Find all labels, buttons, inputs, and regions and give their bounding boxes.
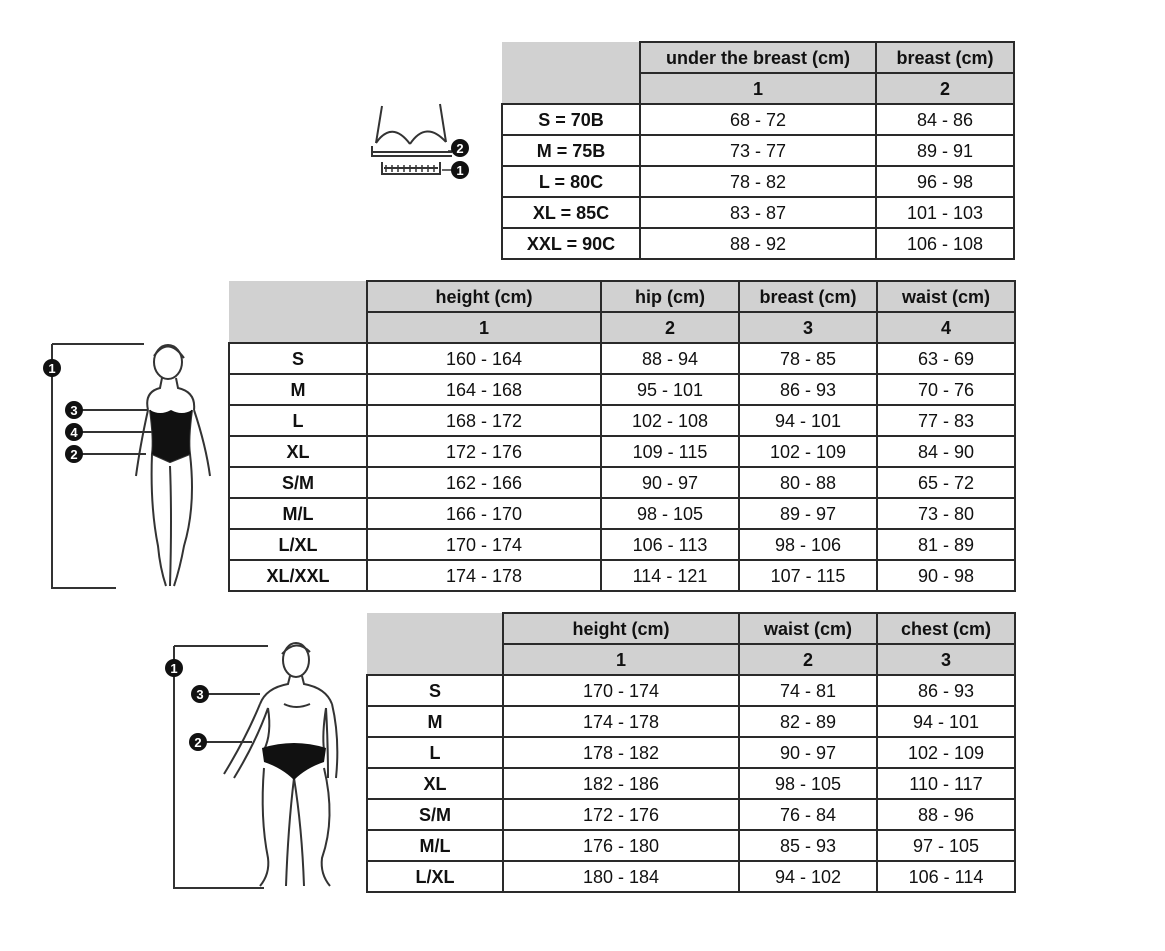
svg-text:3: 3	[196, 687, 204, 702]
lingerie-header-height: height (cm)	[367, 281, 601, 312]
table-cell: 98 - 105	[601, 498, 739, 529]
svg-text:1: 1	[48, 361, 56, 376]
table-row	[229, 467, 1015, 498]
table-cell: 180 - 184	[503, 861, 739, 892]
size-label: XL/XXL	[229, 560, 367, 591]
men-header-chest: chest (cm)	[877, 613, 1015, 644]
table-cell: 172 - 176	[367, 436, 601, 467]
lingerie-number-1: 1	[367, 312, 601, 343]
bra-corner-2	[502, 73, 640, 104]
bra-header-breast: breast (cm)	[876, 42, 1014, 73]
size-label: L	[367, 737, 503, 768]
table-cell: 81 - 89	[877, 529, 1015, 560]
table-row	[367, 861, 1015, 892]
size-label: M	[229, 374, 367, 405]
table-cell: 178 - 182	[503, 737, 739, 768]
svg-text:2: 2	[194, 735, 202, 750]
table-cell: 65 - 72	[877, 467, 1015, 498]
table-cell: 88 - 94	[601, 343, 739, 374]
size-label: XXL = 90C	[502, 228, 640, 259]
table-cell: 170 - 174	[367, 529, 601, 560]
table-cell: 164 - 168	[367, 374, 601, 405]
table-cell: 106 - 113	[601, 529, 739, 560]
size-label: S = 70B	[502, 104, 640, 135]
size-label: S/M	[367, 799, 503, 830]
bra-number-1: 1	[640, 73, 876, 104]
svg-text:2: 2	[70, 447, 78, 462]
table-row	[229, 405, 1015, 436]
table-cell: 84 - 90	[877, 436, 1015, 467]
table-cell: 114 - 121	[601, 560, 739, 591]
table-cell: 166 - 170	[367, 498, 601, 529]
table-cell: 170 - 174	[503, 675, 739, 706]
table-cell: 88 - 96	[877, 799, 1015, 830]
lingerie-header-hip: hip (cm)	[601, 281, 739, 312]
table-cell: 102 - 109	[739, 436, 877, 467]
table-cell: 89 - 91	[876, 135, 1014, 166]
table-cell: 174 - 178	[503, 706, 739, 737]
table-cell: 88 - 92	[640, 228, 876, 259]
lingerie-header-breast: breast (cm)	[739, 281, 877, 312]
table-cell: 172 - 176	[503, 799, 739, 830]
table-cell: 110 - 117	[877, 768, 1015, 799]
size-label: L/XL	[367, 861, 503, 892]
men-number-3: 3	[877, 644, 1015, 675]
size-label: M = 75B	[502, 135, 640, 166]
man-figure-icon	[160, 638, 350, 898]
bra-header-under-breast: under the breast (cm)	[640, 42, 876, 73]
table-row	[502, 135, 1014, 166]
lingerie-size-table	[228, 280, 1016, 592]
table-cell: 73 - 80	[877, 498, 1015, 529]
table-cell: 78 - 85	[739, 343, 877, 374]
bra-corner	[502, 42, 640, 73]
table-cell: 85 - 93	[739, 830, 877, 861]
table-row	[502, 197, 1014, 228]
table-cell: 90 - 97	[739, 737, 877, 768]
table-row	[229, 529, 1015, 560]
table-cell: 90 - 97	[601, 467, 739, 498]
table-cell: 78 - 82	[640, 166, 876, 197]
men-size-table	[366, 612, 1016, 893]
table-cell: 174 - 178	[367, 560, 601, 591]
table-cell: 95 - 101	[601, 374, 739, 405]
table-cell: 102 - 108	[601, 405, 739, 436]
size-label: L/XL	[229, 529, 367, 560]
table-cell: 168 - 172	[367, 405, 601, 436]
men-number-1: 1	[503, 644, 739, 675]
table-row	[367, 737, 1015, 768]
table-cell: 106 - 114	[877, 861, 1015, 892]
table-row	[367, 799, 1015, 830]
svg-text:2: 2	[456, 141, 464, 156]
men-corner-2	[367, 644, 503, 675]
table-cell: 74 - 81	[739, 675, 877, 706]
bra-header-row	[502, 42, 1014, 73]
table-row	[502, 228, 1014, 259]
table-cell: 73 - 77	[640, 135, 876, 166]
table-cell: 89 - 97	[739, 498, 877, 529]
table-cell: 102 - 109	[877, 737, 1015, 768]
table-cell: 94 - 101	[877, 706, 1015, 737]
lingerie-corner-2	[229, 312, 367, 343]
lingerie-number-3: 3	[739, 312, 877, 343]
table-cell: 84 - 86	[876, 104, 1014, 135]
size-label: M/L	[367, 830, 503, 861]
table-row	[229, 343, 1015, 374]
size-label: XL	[367, 768, 503, 799]
table-cell: 96 - 98	[876, 166, 1014, 197]
size-label: S	[367, 675, 503, 706]
men-number-row	[367, 644, 1015, 675]
men-corner	[367, 613, 503, 644]
table-cell: 160 - 164	[367, 343, 601, 374]
size-label: L	[229, 405, 367, 436]
men-header-row	[367, 613, 1015, 644]
table-row	[367, 830, 1015, 861]
size-label: XL	[229, 436, 367, 467]
bra-size-table	[501, 41, 1015, 260]
table-cell: 98 - 106	[739, 529, 877, 560]
svg-text:1: 1	[170, 661, 178, 676]
svg-text:4: 4	[70, 425, 78, 440]
table-cell: 109 - 115	[601, 436, 739, 467]
table-row	[367, 706, 1015, 737]
men-header-waist: waist (cm)	[739, 613, 877, 644]
lingerie-number-row	[229, 312, 1015, 343]
svg-text:1: 1	[456, 163, 464, 178]
table-cell: 98 - 105	[739, 768, 877, 799]
table-row	[229, 374, 1015, 405]
table-cell: 63 - 69	[877, 343, 1015, 374]
table-cell: 83 - 87	[640, 197, 876, 228]
bra-number-2: 2	[876, 73, 1014, 104]
table-cell: 106 - 108	[876, 228, 1014, 259]
table-cell: 86 - 93	[877, 675, 1015, 706]
svg-text:3: 3	[70, 403, 78, 418]
size-label: L = 80C	[502, 166, 640, 197]
table-row	[367, 768, 1015, 799]
table-row	[502, 166, 1014, 197]
lingerie-number-4: 4	[877, 312, 1015, 343]
table-cell: 80 - 88	[739, 467, 877, 498]
table-cell: 76 - 84	[739, 799, 877, 830]
table-row	[229, 560, 1015, 591]
table-cell: 70 - 76	[877, 374, 1015, 405]
bra-number-row	[502, 73, 1014, 104]
table-cell: 94 - 101	[739, 405, 877, 436]
table-cell: 162 - 166	[367, 467, 601, 498]
table-cell: 90 - 98	[877, 560, 1015, 591]
size-label: S/M	[229, 467, 367, 498]
size-label: M/L	[229, 498, 367, 529]
size-label: XL = 85C	[502, 197, 640, 228]
lingerie-number-2: 2	[601, 312, 739, 343]
bra-illustration-icon	[362, 98, 482, 188]
men-header-height: height (cm)	[503, 613, 739, 644]
table-cell: 68 - 72	[640, 104, 876, 135]
lingerie-corner	[229, 281, 367, 312]
table-cell: 101 - 103	[876, 197, 1014, 228]
men-number-2: 2	[739, 644, 877, 675]
table-row	[367, 675, 1015, 706]
table-cell: 107 - 115	[739, 560, 877, 591]
table-cell: 86 - 93	[739, 374, 877, 405]
table-cell: 97 - 105	[877, 830, 1015, 861]
lingerie-header-waist: waist (cm)	[877, 281, 1015, 312]
table-row	[229, 436, 1015, 467]
lingerie-header-row	[229, 281, 1015, 312]
size-label: S	[229, 343, 367, 374]
table-cell: 182 - 186	[503, 768, 739, 799]
table-cell: 176 - 180	[503, 830, 739, 861]
table-row	[502, 104, 1014, 135]
table-cell: 94 - 102	[739, 861, 877, 892]
table-cell: 77 - 83	[877, 405, 1015, 436]
size-label: M	[367, 706, 503, 737]
table-cell: 82 - 89	[739, 706, 877, 737]
woman-figure-icon	[36, 336, 216, 596]
table-row	[229, 498, 1015, 529]
